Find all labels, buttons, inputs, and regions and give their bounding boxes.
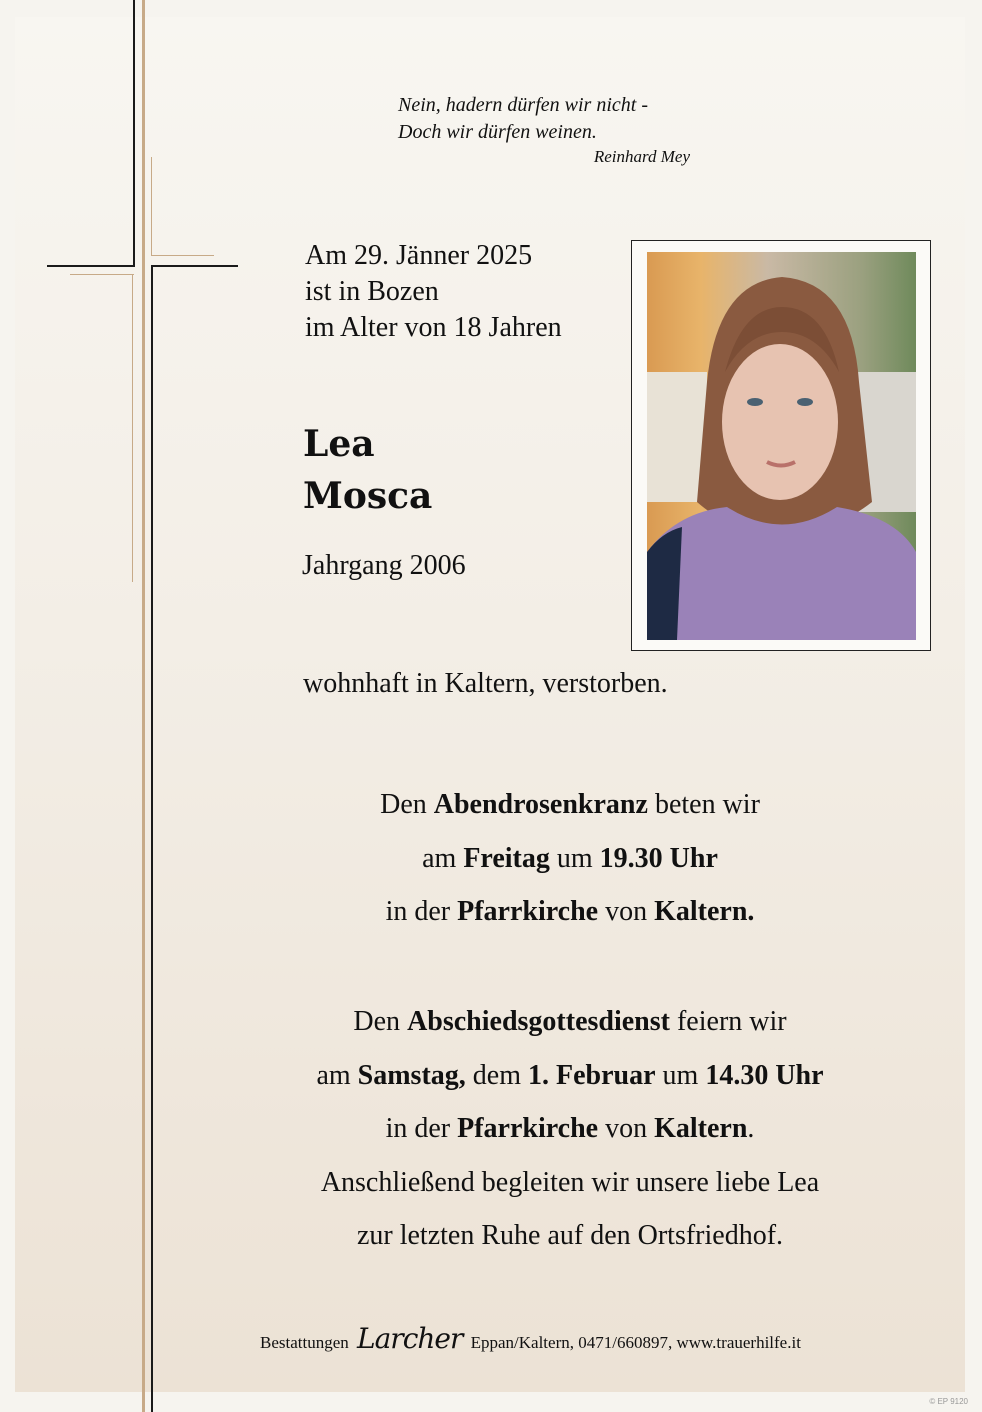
- funeral-line-1: [200, 995, 940, 1049]
- quote-line: Doch wir dürfen weinen.: [398, 121, 597, 143]
- quote: [398, 92, 690, 170]
- quote-line: Nein, hadern dürfen wir nicht -: [398, 94, 648, 116]
- footer-contact: Eppan/Kaltern, 0471/660897, www.trauerhilfe.it: [470, 1333, 801, 1352]
- text: Den: [353, 1006, 408, 1037]
- funeral-line-2: [200, 1049, 940, 1103]
- text: beten wir: [647, 789, 760, 820]
- funeral-line-3: [200, 1102, 940, 1156]
- death-date: Am 29. Jänner 2025: [305, 240, 533, 271]
- residence: wohnhaft in Kaltern, verstorben.: [303, 668, 668, 699]
- text: Den: [380, 789, 434, 820]
- death-announcement: [305, 238, 562, 346]
- text: von: [598, 896, 655, 927]
- funeral-line-5: zur letzten Ruhe auf den Ortsfriedhof.: [356, 1220, 784, 1251]
- text: am: [316, 1059, 358, 1091]
- weekday: Samstag,: [357, 1059, 466, 1091]
- text: am: [422, 842, 464, 874]
- rosary-info: [200, 778, 940, 939]
- rosary-line-3: [200, 885, 940, 939]
- rosary-line-2: [200, 832, 940, 886]
- church: Pfarrkirche: [457, 896, 599, 927]
- text: von: [598, 1113, 655, 1144]
- text: .: [747, 1113, 755, 1144]
- birth-year: Jahrgang 2006: [302, 550, 466, 581]
- deceased-name: [303, 418, 432, 522]
- text: dem: [465, 1059, 528, 1091]
- age: im Alter von 18 Jahren: [305, 312, 562, 343]
- footer: [260, 1322, 801, 1355]
- text: feiern wir: [669, 1006, 787, 1037]
- first-name: Lea: [303, 423, 375, 465]
- copyright: © EP 9120: [929, 1397, 968, 1406]
- event-name: Abschiedsgottesdienst: [407, 1006, 670, 1037]
- funeral-info: [200, 995, 940, 1263]
- portrait-frame: [631, 240, 931, 651]
- quote-author: Reinhard Mey: [593, 147, 690, 166]
- text: um: [655, 1059, 706, 1091]
- event-name: Abendrosenkranz: [433, 789, 648, 820]
- rosary-line-1: [200, 778, 940, 832]
- town: Kaltern.: [654, 896, 755, 927]
- larcher-logo: Larcher: [357, 1322, 463, 1355]
- text: um: [549, 842, 600, 874]
- text: in der: [385, 896, 458, 927]
- town: Kaltern: [654, 1113, 748, 1144]
- weekday: Freitag: [463, 842, 550, 874]
- footer-prefix: Bestattungen: [260, 1333, 349, 1352]
- funeral-line-4: Anschließend begleiten wir unsere liebe Lea: [320, 1166, 820, 1198]
- time: 19.30 Uhr: [599, 842, 718, 874]
- text: in der: [385, 1113, 458, 1144]
- death-place: ist in Bozen: [305, 276, 439, 307]
- date: 1. Februar: [528, 1059, 656, 1091]
- church: Pfarrkirche: [457, 1113, 599, 1144]
- last-name: Mosca: [303, 475, 433, 517]
- portrait-photo: [647, 252, 916, 640]
- time: 14.30 Uhr: [705, 1059, 824, 1091]
